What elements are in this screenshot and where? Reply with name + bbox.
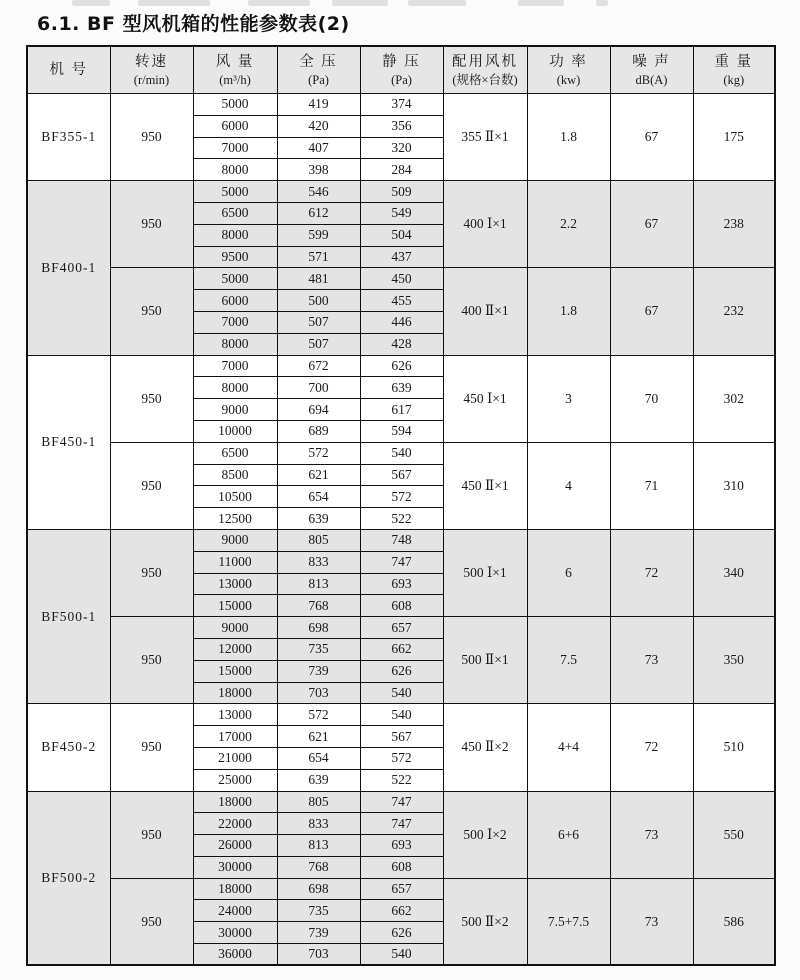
speed-cell: 950 <box>110 355 193 442</box>
total-pressure-cell: 768 <box>277 595 360 617</box>
airflow-cell: 15000 <box>193 660 277 682</box>
total-pressure-cell: 703 <box>277 944 360 966</box>
power-cell: 6 <box>527 529 610 616</box>
airflow-cell: 6500 <box>193 202 277 224</box>
airflow-cell: 6500 <box>193 442 277 464</box>
weight-cell: 510 <box>693 704 775 791</box>
fan-spec-cell: 500 Ⅰ×2 <box>443 791 527 878</box>
fan-spec-cell: 400 Ⅱ×1 <box>443 268 527 355</box>
total-pressure-cell: 572 <box>277 442 360 464</box>
airflow-cell: 25000 <box>193 769 277 791</box>
table-row <box>27 442 775 464</box>
column-header-static-pressure: 静 压 (Pa) <box>360 46 443 94</box>
airflow-cell: 36000 <box>193 944 277 966</box>
total-pressure-cell: 398 <box>277 159 360 181</box>
static-pressure-cell: 522 <box>360 508 443 530</box>
power-cell: 7.5+7.5 <box>527 878 610 965</box>
static-pressure-cell: 455 <box>360 290 443 312</box>
total-pressure-cell: 694 <box>277 399 360 421</box>
total-pressure-cell: 833 <box>277 551 360 573</box>
airflow-cell: 18000 <box>193 878 277 900</box>
weight-cell: 550 <box>693 791 775 878</box>
airflow-cell: 6000 <box>193 115 277 137</box>
airflow-cell: 10500 <box>193 486 277 508</box>
total-pressure-cell: 672 <box>277 355 360 377</box>
scan-artifact <box>72 0 110 6</box>
page-title: 6.1. BF 型风机箱的性能参数表(2) <box>37 13 350 35</box>
airflow-cell: 17000 <box>193 726 277 748</box>
total-pressure-cell: 639 <box>277 508 360 530</box>
total-pressure-cell: 735 <box>277 900 360 922</box>
airflow-cell: 8000 <box>193 159 277 181</box>
fan-spec-cell: 450 Ⅱ×1 <box>443 442 527 529</box>
total-pressure-cell: 481 <box>277 268 360 290</box>
weight-cell: 586 <box>693 878 775 965</box>
airflow-cell: 9000 <box>193 399 277 421</box>
fan-spec-cell: 355 Ⅱ×1 <box>443 94 527 181</box>
model-cell: BF450-2 <box>27 704 110 791</box>
airflow-cell: 5000 <box>193 268 277 290</box>
total-pressure-cell: 698 <box>277 878 360 900</box>
static-pressure-cell: 540 <box>360 704 443 726</box>
speed-cell: 950 <box>110 529 193 616</box>
speed-cell: 950 <box>110 704 193 791</box>
weight-cell: 238 <box>693 181 775 268</box>
airflow-cell: 18000 <box>193 791 277 813</box>
static-pressure-cell: 657 <box>360 617 443 639</box>
airflow-cell: 26000 <box>193 835 277 857</box>
total-pressure-cell: 698 <box>277 617 360 639</box>
total-pressure-cell: 419 <box>277 94 360 116</box>
airflow-cell: 15000 <box>193 595 277 617</box>
total-pressure-cell: 805 <box>277 791 360 813</box>
column-header-power: 功 率 (kw) <box>527 46 610 94</box>
total-pressure-cell: 621 <box>277 726 360 748</box>
airflow-cell: 8500 <box>193 464 277 486</box>
column-header-matched-fan: 配用风机 (规格×台数) <box>443 46 527 94</box>
table-row <box>27 94 775 116</box>
power-cell: 2.2 <box>527 181 610 268</box>
static-pressure-cell: 509 <box>360 181 443 203</box>
static-pressure-cell: 549 <box>360 202 443 224</box>
weight-cell: 340 <box>693 529 775 616</box>
speed-cell: 950 <box>110 878 193 965</box>
total-pressure-cell: 805 <box>277 529 360 551</box>
total-pressure-cell: 407 <box>277 137 360 159</box>
noise-cell: 72 <box>610 529 693 616</box>
noise-cell: 73 <box>610 878 693 965</box>
total-pressure-cell: 654 <box>277 486 360 508</box>
airflow-cell: 11000 <box>193 551 277 573</box>
model-cell: BF400-1 <box>27 181 110 355</box>
airflow-cell: 8000 <box>193 224 277 246</box>
static-pressure-cell: 504 <box>360 224 443 246</box>
static-pressure-cell: 437 <box>360 246 443 268</box>
weight-cell: 310 <box>693 442 775 529</box>
static-pressure-cell: 540 <box>360 682 443 704</box>
fan-spec-cell: 450 Ⅱ×2 <box>443 704 527 791</box>
static-pressure-cell: 284 <box>360 159 443 181</box>
speed-cell: 950 <box>110 442 193 529</box>
total-pressure-cell: 507 <box>277 333 360 355</box>
fan-spec-cell: 500 Ⅰ×1 <box>443 529 527 616</box>
model-cell: BF500-2 <box>27 791 110 965</box>
weight-cell: 175 <box>693 94 775 181</box>
static-pressure-cell: 572 <box>360 486 443 508</box>
model-cell: BF450-1 <box>27 355 110 529</box>
speed-cell: 950 <box>110 617 193 704</box>
power-cell: 1.8 <box>527 268 610 355</box>
table-row <box>27 181 775 203</box>
static-pressure-cell: 747 <box>360 791 443 813</box>
noise-cell: 73 <box>610 791 693 878</box>
total-pressure-cell: 735 <box>277 638 360 660</box>
power-cell: 7.5 <box>527 617 610 704</box>
noise-cell: 67 <box>610 94 693 181</box>
airflow-cell: 5000 <box>193 181 277 203</box>
power-cell: 3 <box>527 355 610 442</box>
airflow-cell: 30000 <box>193 856 277 878</box>
static-pressure-cell: 608 <box>360 595 443 617</box>
weight-cell: 350 <box>693 617 775 704</box>
static-pressure-cell: 662 <box>360 900 443 922</box>
static-pressure-cell: 639 <box>360 377 443 399</box>
static-pressure-cell: 662 <box>360 638 443 660</box>
fan-spec-cell: 500 Ⅱ×1 <box>443 617 527 704</box>
total-pressure-cell: 739 <box>277 660 360 682</box>
static-pressure-cell: 626 <box>360 922 443 944</box>
airflow-cell: 13000 <box>193 573 277 595</box>
total-pressure-cell: 700 <box>277 377 360 399</box>
table-row <box>27 529 775 551</box>
table-header <box>27 46 775 94</box>
airflow-cell: 9000 <box>193 617 277 639</box>
scan-artifact <box>518 0 564 6</box>
airflow-cell: 7000 <box>193 355 277 377</box>
total-pressure-cell: 739 <box>277 922 360 944</box>
noise-cell: 72 <box>610 704 693 791</box>
total-pressure-cell: 507 <box>277 311 360 333</box>
static-pressure-cell: 747 <box>360 813 443 835</box>
fan-spec-cell: 500 Ⅱ×2 <box>443 878 527 965</box>
airflow-cell: 24000 <box>193 900 277 922</box>
total-pressure-cell: 612 <box>277 202 360 224</box>
airflow-cell: 9000 <box>193 529 277 551</box>
static-pressure-cell: 374 <box>360 94 443 116</box>
noise-cell: 67 <box>610 268 693 355</box>
column-header-weight: 重 量 (kg) <box>693 46 775 94</box>
scan-artifact <box>138 0 210 6</box>
scan-artifact <box>332 0 388 6</box>
header-row <box>27 46 775 94</box>
table-row <box>27 617 775 639</box>
static-pressure-cell: 428 <box>360 333 443 355</box>
airflow-cell: 18000 <box>193 682 277 704</box>
static-pressure-cell: 446 <box>360 311 443 333</box>
total-pressure-cell: 599 <box>277 224 360 246</box>
airflow-cell: 10000 <box>193 420 277 442</box>
total-pressure-cell: 813 <box>277 835 360 857</box>
model-cell: BF355-1 <box>27 94 110 181</box>
column-header-speed: 转速 (r/min) <box>110 46 193 94</box>
airflow-cell: 12000 <box>193 638 277 660</box>
static-pressure-cell: 748 <box>360 529 443 551</box>
static-pressure-cell: 693 <box>360 573 443 595</box>
total-pressure-cell: 813 <box>277 573 360 595</box>
total-pressure-cell: 689 <box>277 420 360 442</box>
table-row <box>27 791 775 813</box>
weight-cell: 232 <box>693 268 775 355</box>
table-body <box>27 94 775 966</box>
noise-cell: 71 <box>610 442 693 529</box>
static-pressure-cell: 657 <box>360 878 443 900</box>
static-pressure-cell: 693 <box>360 835 443 857</box>
table-row <box>27 878 775 900</box>
total-pressure-cell: 654 <box>277 747 360 769</box>
static-pressure-cell: 522 <box>360 769 443 791</box>
static-pressure-cell: 747 <box>360 551 443 573</box>
static-pressure-cell: 567 <box>360 464 443 486</box>
airflow-cell: 13000 <box>193 704 277 726</box>
airflow-cell: 21000 <box>193 747 277 769</box>
speed-cell: 950 <box>110 268 193 355</box>
static-pressure-cell: 617 <box>360 399 443 421</box>
total-pressure-cell: 621 <box>277 464 360 486</box>
total-pressure-cell: 546 <box>277 181 360 203</box>
airflow-cell: 5000 <box>193 94 277 116</box>
table-row <box>27 355 775 377</box>
total-pressure-cell: 500 <box>277 290 360 312</box>
static-pressure-cell: 594 <box>360 420 443 442</box>
scan-artifact <box>596 0 608 6</box>
speed-cell: 950 <box>110 181 193 268</box>
total-pressure-cell: 768 <box>277 856 360 878</box>
power-cell: 1.8 <box>527 94 610 181</box>
airflow-cell: 7000 <box>193 311 277 333</box>
airflow-cell: 8000 <box>193 333 277 355</box>
total-pressure-cell: 639 <box>277 769 360 791</box>
static-pressure-cell: 608 <box>360 856 443 878</box>
airflow-cell: 22000 <box>193 813 277 835</box>
total-pressure-cell: 420 <box>277 115 360 137</box>
airflow-cell: 7000 <box>193 137 277 159</box>
scan-artifact <box>408 0 466 6</box>
noise-cell: 70 <box>610 355 693 442</box>
weight-cell: 302 <box>693 355 775 442</box>
table-row <box>27 704 775 726</box>
total-pressure-cell: 703 <box>277 682 360 704</box>
scan-artifact <box>248 0 310 6</box>
power-cell: 6+6 <box>527 791 610 878</box>
fan-spec-cell: 400 Ⅰ×1 <box>443 181 527 268</box>
column-header-air-volume: 风 量 (m³/h) <box>193 46 277 94</box>
table-row <box>27 268 775 290</box>
static-pressure-cell: 540 <box>360 442 443 464</box>
performance-table <box>26 45 776 966</box>
airflow-cell: 9500 <box>193 246 277 268</box>
static-pressure-cell: 320 <box>360 137 443 159</box>
column-header-machine-no: 机 号 <box>27 46 110 94</box>
total-pressure-cell: 571 <box>277 246 360 268</box>
power-cell: 4 <box>527 442 610 529</box>
total-pressure-cell: 833 <box>277 813 360 835</box>
static-pressure-cell: 540 <box>360 944 443 966</box>
speed-cell: 950 <box>110 791 193 878</box>
noise-cell: 73 <box>610 617 693 704</box>
total-pressure-cell: 572 <box>277 704 360 726</box>
model-cell: BF500-1 <box>27 529 110 703</box>
column-header-noise: 噪 声 dB(A) <box>610 46 693 94</box>
static-pressure-cell: 450 <box>360 268 443 290</box>
static-pressure-cell: 626 <box>360 660 443 682</box>
fan-spec-cell: 450 Ⅰ×1 <box>443 355 527 442</box>
airflow-cell: 12500 <box>193 508 277 530</box>
noise-cell: 67 <box>610 181 693 268</box>
speed-cell: 950 <box>110 94 193 181</box>
static-pressure-cell: 567 <box>360 726 443 748</box>
static-pressure-cell: 356 <box>360 115 443 137</box>
power-cell: 4+4 <box>527 704 610 791</box>
airflow-cell: 6000 <box>193 290 277 312</box>
airflow-cell: 30000 <box>193 922 277 944</box>
column-header-total-pressure: 全 压 (Pa) <box>277 46 360 94</box>
static-pressure-cell: 572 <box>360 747 443 769</box>
static-pressure-cell: 626 <box>360 355 443 377</box>
airflow-cell: 8000 <box>193 377 277 399</box>
